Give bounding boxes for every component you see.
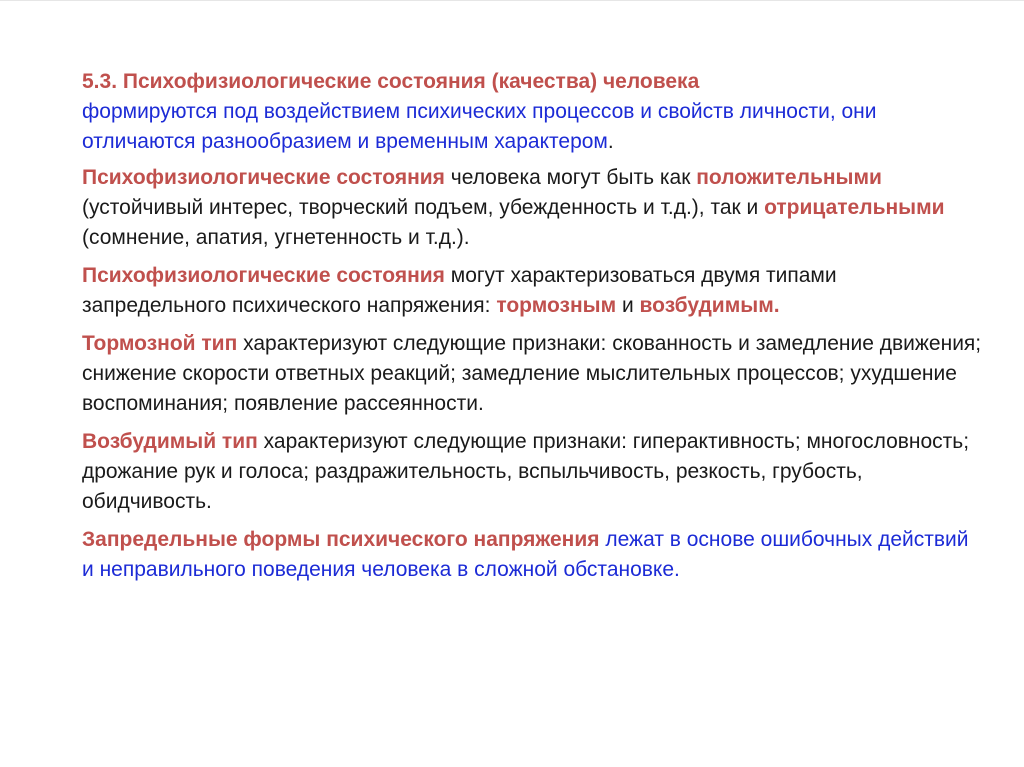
term-extreme-forms: Запредельные формы психического напряжения [82,528,600,551]
term-excitable: возбудимым. [639,294,780,317]
paragraph-states [82,163,982,253]
intro-text: формируются под воздействием психических процессов и свойств личности, они отличаются разнообразием и временным характером [82,100,877,153]
types-text-2: и [616,294,640,317]
slide-content [82,67,982,589]
states-text-2: (устойчивый интерес, творческий подъем, убежденность и т.д.), так и [82,196,765,219]
paragraph-extreme-forms [82,525,982,585]
paragraph-types [82,261,982,321]
paragraph-intro [82,67,982,157]
states-text-3: (сомнение, апатия, угнетенность и т.д.). [82,226,470,249]
term-states: Психофизиологические состояния [82,166,445,189]
section-heading: 5.3. Психофизиологические состояния (качества) человека [82,70,700,93]
term-inhibitory-type: Тормозной тип [82,332,238,355]
states-text-1: человека могут быть как [444,166,697,189]
excitable-type-text: характеризуют следующие признаки: гиперактивность; многословность; дрожание рук и голоса; раздражительность, вспыльчивость, резкость, грубость, обидчивость. [82,430,970,513]
paragraph-excitable-type [82,427,982,517]
term-positive: положительными [696,166,882,189]
types-text-1: могут характеризоваться двумя типами запредельного психического напряжения: [82,264,837,317]
term-excitable-type: Возбудимый тип [82,430,258,453]
intro-period: . [607,130,614,153]
term-negative: отрицательными [764,196,945,219]
paragraph-inhibitory-type [82,329,982,419]
extreme-forms-text: лежат в основе ошибочных действий и неправильного поведения человека в сложной обстановке. [82,528,969,581]
term-states-2: Психофизиологические состояния [82,264,445,287]
inhibitory-type-text: характеризуют следующие признаки: скованность и замедление движения; снижение скорости ответных реакций; замедление мыслительных процессов; ухудшение воспоминания; появление рассеянности. [82,332,982,415]
term-inhibitory: тормозным [496,294,617,317]
